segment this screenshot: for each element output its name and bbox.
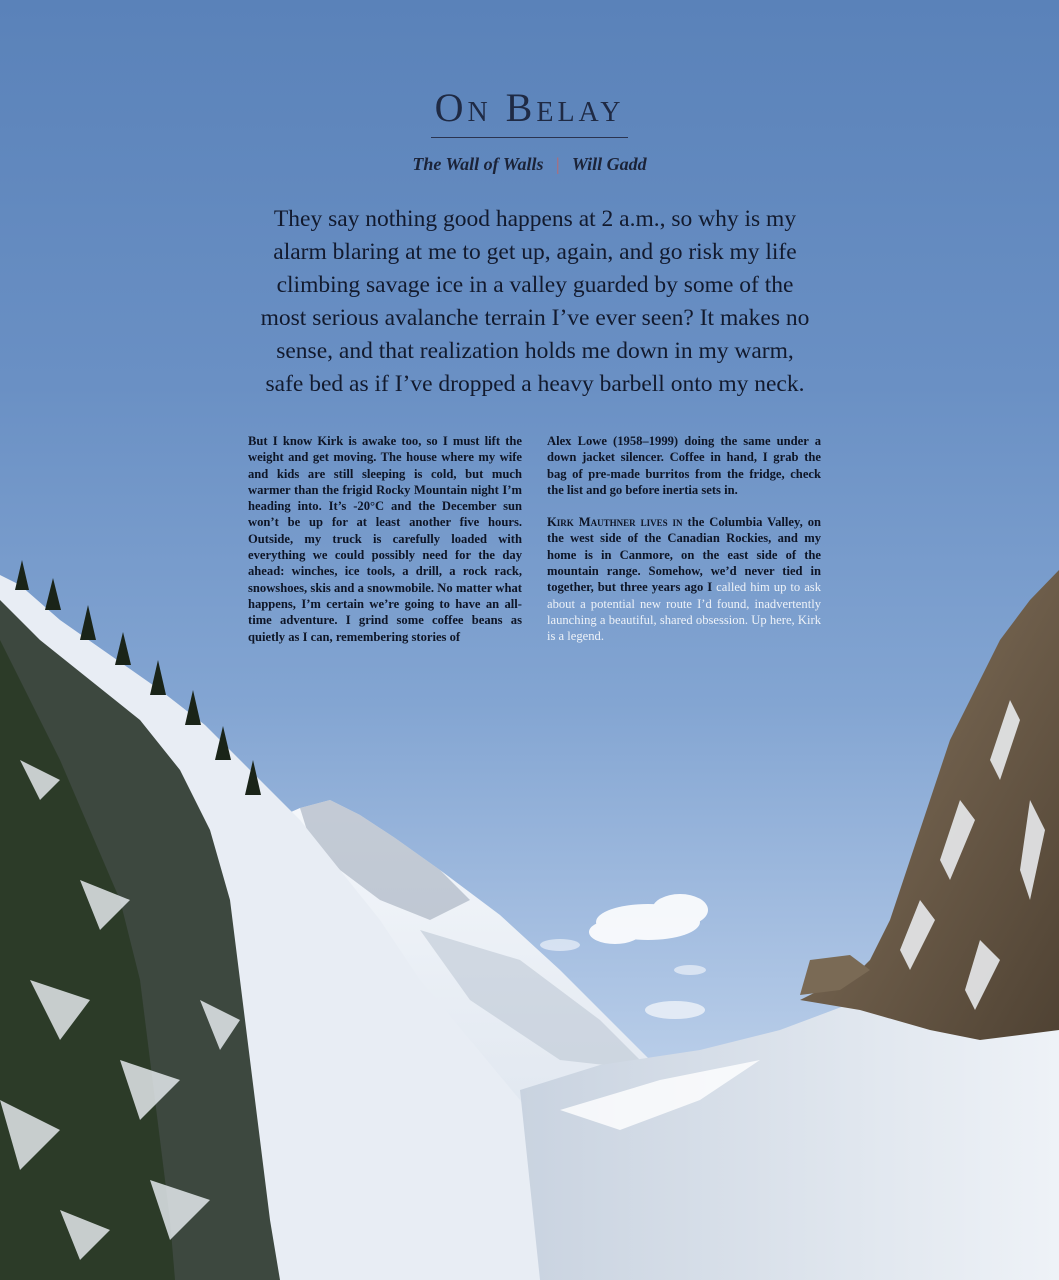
- body-paragraph: But I know Kirk is awake too, so I must lift the weight and get moving. The house where my wife and kids are still sleeping is cold, but much warmer than the frigid Rocky Mountain night I’m heading into. It’s -20°C and the December sun won’t be up for at least another five hours. Outside, my truck is carefully loaded with everything we could possibly need for the day ahead: winches, ice tools, a drill, a rock rack, snowshoes, skis and a snowmobile. No matter what happens, I’m certain we’re going to have an all-time adventure. I grind some coffee beans as quietly as I can, remembering stories of: [248, 434, 522, 644]
- paragraph-lead-in: Kirk Mauthner lives in: [547, 515, 683, 530]
- body-column-left: [248, 433, 522, 645]
- byline: [0, 154, 1059, 175]
- byline-separator: |: [556, 154, 560, 174]
- body-paragraph: [547, 514, 821, 644]
- author-name: Will Gadd: [571, 154, 647, 174]
- article-title: The Wall of Walls: [412, 154, 544, 174]
- paragraph-text-continued: called him up to ask about a potential new route I’d found, inadvertently launching a beautiful, shared obsession. Up here, Kirk is a legend.: [547, 580, 821, 644]
- paragraph-text: the Columbia Valley, on the west side of the Canadian Rockies, and my home is in Canmore, on the east side of the mountain range. Somehow, we’d never tied in together, but three years ago I: [547, 515, 821, 595]
- body-paragraph: Alex Lowe (1958–1999) doing the same under a down jacket silencer. Coffee in hand, I grab the bag of pre-made burritos from the fridge, check the list and go before inertia sets in.: [547, 434, 821, 497]
- intro-paragraph: They say nothing good happens at 2 a.m., so why is my alarm blaring at me to get up, again, and go risk my life climbing savage ice in a valley guarded by some of the most serious avalanche terrain I’ve ever seen? It makes no sense, and that realization holds me down in my warm, safe bed as if I’ve dropped a heavy barbell onto my neck.: [260, 206, 810, 397]
- section-title: On Belay: [431, 84, 629, 138]
- body-column-right: [547, 433, 821, 645]
- article-header: [0, 84, 1059, 175]
